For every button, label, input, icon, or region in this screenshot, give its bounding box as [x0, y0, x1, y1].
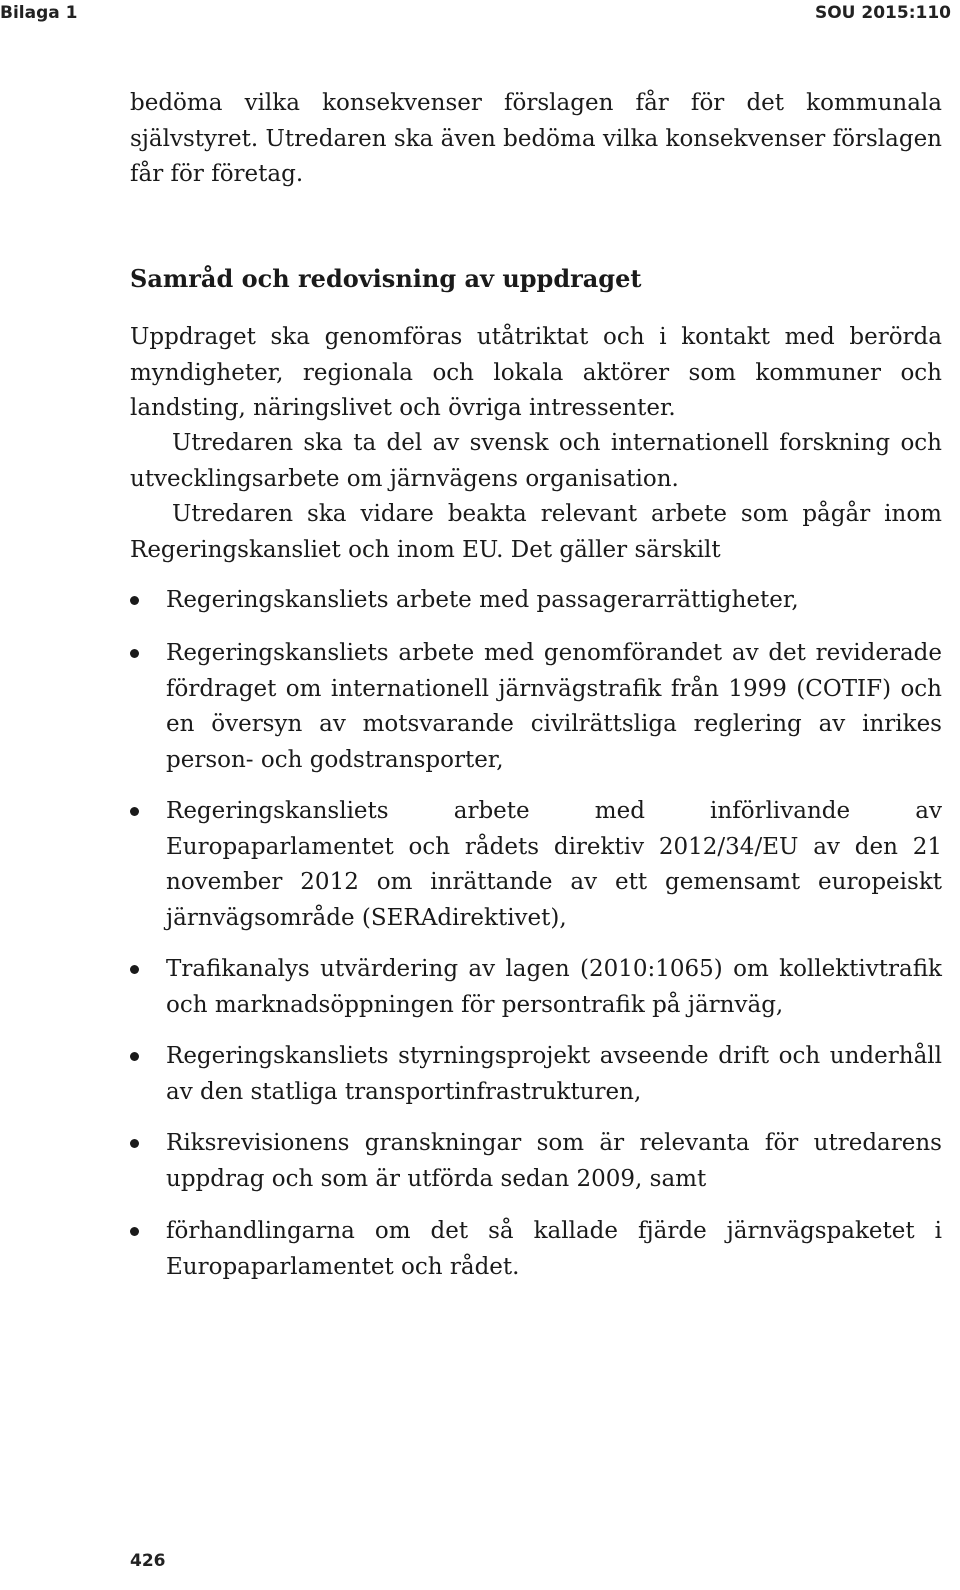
list-item-text: Regeringskansliets styrningsprojekt avseende drift och underhåll av den statliga transportinfrastrukturen, [166, 1043, 942, 1105]
intro-paragraph [130, 86, 942, 193]
bullet-icon [130, 965, 139, 974]
bullet-icon [130, 807, 139, 816]
list-item-text: Trafikanalys utvärdering av lagen (2010:1065) om kollektivtrafik och marknadsöppningen för persontrafik på järnväg, [166, 956, 942, 1018]
bullet-icon [130, 1227, 139, 1236]
paragraph-text: Utredaren ska ta del av svensk och internationell forskning och utvecklingsarbete om järnvägens organisation. [130, 430, 942, 492]
section-paragraph-2 [130, 426, 942, 497]
section-paragraph-1 [130, 320, 942, 427]
page-number: 426 [130, 1551, 166, 1571]
list-item [130, 1039, 942, 1110]
section-heading: Samråd och redovisning av uppdraget [130, 264, 642, 293]
running-header-left: Bilaga 1 [0, 3, 78, 23]
list-item-text: Regeringskansliets arbete med passagerarrättigheter, [166, 587, 799, 613]
paragraph-text: Uppdraget ska genomföras utåtriktat och i kontakt med berörda myndigheter, regionala och lokala aktörer som kommuner och landsting, näringslivet och övriga intressenter. [130, 324, 942, 421]
bullet-icon [130, 596, 139, 605]
list-item-text: förhandlingarna om det så kallade fjärde järnvägspaketet i Europaparlamentet och rådet. [166, 1218, 942, 1280]
running-header-right: SOU 2015:110 [814, 3, 951, 23]
list-item-text: Riksrevisionens granskningar som är relevanta för utredarens uppdrag och som är utförda sedan 2009, samt [166, 1130, 942, 1192]
list-item [130, 952, 942, 1023]
bullet-icon [130, 1139, 139, 1148]
bullet-icon [130, 649, 139, 658]
list-item-text: Regeringskansliets arbete med införlivande av Europaparlamentet och rådets direktiv 2012/34/EU av den 21 november 2012 om inrättande av ett gemensamt europeiskt järnvägsområde (SERAdirektivet), [166, 798, 942, 931]
list-item [130, 1126, 942, 1197]
intro-text: bedöma vilka konsekvenser förslagen får för det kommunala självstyret. Utredaren ska även bedöma vilka konsekvenser förslagen får för företag. [130, 90, 942, 187]
bullet-icon [130, 1052, 139, 1061]
paragraph-text: Utredaren ska vidare beakta relevant arbete som pågår inom Regeringskansliet och inom EU. Det gäller särskilt [130, 501, 942, 563]
list-item-text: Regeringskansliets arbete med genomförandet av det reviderade fördraget om internationell järnvägstrafik från 1999 (COTIF) och en översyn av motsvarande civilrättsliga reglering av inrikes person- och godstransporter, [166, 640, 942, 773]
list-item [130, 794, 942, 936]
list-item [130, 636, 942, 778]
section-paragraph-3 [130, 497, 942, 568]
list-item [130, 583, 942, 619]
list-item [130, 1214, 942, 1285]
